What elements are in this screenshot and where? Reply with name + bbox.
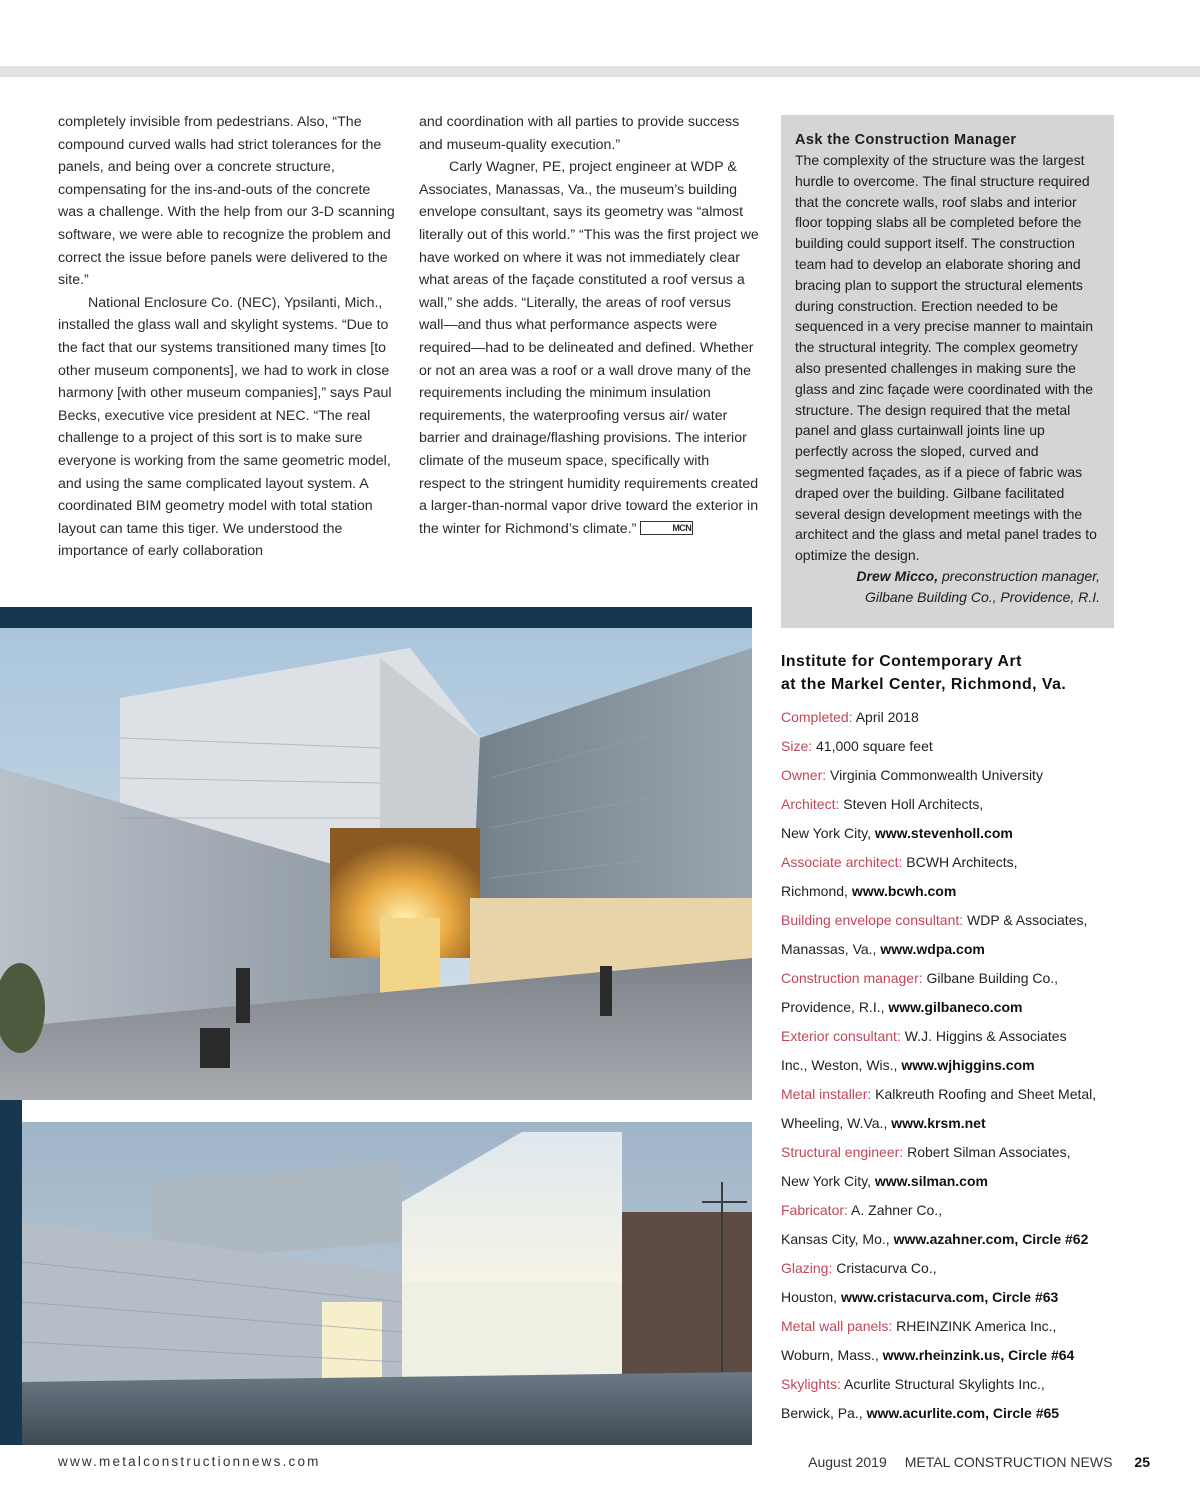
credit-label: Skylights: xyxy=(781,1376,841,1392)
credit-text: WDP & Associates, xyxy=(963,912,1088,928)
credit-row xyxy=(781,1312,1181,1341)
credit-link: www.bcwh.com xyxy=(851,883,957,899)
signature-title: preconstruction manager, xyxy=(938,567,1100,584)
credit-label: Exterior consultant: xyxy=(781,1028,901,1044)
credit-text: Gilbane Building Co., xyxy=(922,970,1059,986)
credit-text: Acurlite Structural Skylights Inc., xyxy=(840,1376,1045,1392)
credit-text: Inc., Weston, Wis., xyxy=(781,1057,902,1073)
article-column-1 xyxy=(58,111,398,563)
credit-text: RHEINZINK America Inc., xyxy=(892,1318,1057,1334)
credit-row xyxy=(781,1109,1181,1138)
credit-row xyxy=(781,732,1181,761)
credit-link: www.azahner.com, Circle #62 xyxy=(893,1231,1089,1247)
project-credits xyxy=(781,703,1181,1428)
article-column-2 xyxy=(419,111,759,540)
credit-row xyxy=(781,906,1181,935)
project-info xyxy=(781,650,1181,1428)
sidebar-signature xyxy=(795,566,1100,587)
credit-link: www.gilbaneco.com xyxy=(888,999,1023,1015)
credit-text: Steven Holl Architects, xyxy=(839,796,984,812)
mcn-end-mark-icon: MCN xyxy=(640,521,693,535)
signature-company: Gilbane Building Co., Providence, R.I. xyxy=(864,588,1100,605)
article-paragraph xyxy=(419,156,759,540)
credit-text: Robert Silman Associates, xyxy=(903,1144,1071,1160)
credit-label: Fabricator: xyxy=(781,1202,848,1218)
footer-issue xyxy=(808,1454,1150,1470)
credit-row xyxy=(781,1022,1181,1051)
photo-museum-courtyard-dusk xyxy=(0,628,752,1100)
credit-row xyxy=(781,1341,1181,1370)
credit-row xyxy=(781,761,1181,790)
credit-row xyxy=(781,1225,1181,1254)
credit-text: Woburn, Mass., xyxy=(781,1347,883,1363)
credit-label: Building envelope consultant: xyxy=(781,912,964,928)
credit-text: Wheeling, W.Va., xyxy=(781,1115,892,1131)
credit-text: BCWH Architects, xyxy=(902,854,1018,870)
credit-label: Architect: xyxy=(781,796,840,812)
credit-row xyxy=(781,1080,1181,1109)
footer-date: August 2019 xyxy=(808,1454,887,1470)
credit-row xyxy=(781,1399,1181,1428)
sidebar-body: The complexity of the structure was the largest hurdle to overcome. The final structure required that the concrete walls, roof slabs and interior floor topping slabs all be completed before the building could support itself. The construction team had to develop an elaborate shoring and bracing plan to support the structural elements during construction. Erection needed to be sequenced in a very precise manner to maintain the structural integrity. The complex geometry also presented challenges in making sure the glass and zinc façade were coordinated with the structure. The design required that the metal panel and glass curtainwall joints line up perfectly across the sloped, curved and segmented façades, as if a piece of fabric was draped over the building. Gilbane facilitated several design development meetings with the architect and the glass and metal panel trades to optimize the design. xyxy=(795,152,1097,564)
article-paragraph: and coordination with all parties to provide success and museum-quality execution.” xyxy=(419,114,740,153)
credit-text: W.J. Higgins & Associates xyxy=(900,1028,1067,1044)
credit-label: Metal installer: xyxy=(781,1086,872,1102)
credit-row xyxy=(781,993,1181,1022)
credit-row xyxy=(781,1138,1181,1167)
credit-row xyxy=(781,848,1181,877)
credit-row xyxy=(781,877,1181,906)
credit-label: Metal wall panels: xyxy=(781,1318,893,1334)
credit-label: Glazing: xyxy=(781,1260,833,1276)
credit-row xyxy=(781,1370,1181,1399)
photo-frame xyxy=(0,1100,22,1445)
credit-link: www.silman.com xyxy=(874,1173,988,1189)
photo-museum-reflecting-pool xyxy=(22,1122,752,1445)
credit-text: Virginia Commonwealth University xyxy=(826,767,1043,783)
credit-row xyxy=(781,1254,1181,1283)
credit-link: www.wdpa.com xyxy=(880,941,985,957)
credit-text: Kansas City, Mo., xyxy=(781,1231,894,1247)
credit-text: New York City, xyxy=(781,1173,875,1189)
credit-text: Cristacurva Co., xyxy=(832,1260,937,1276)
footer-website: www.metalconstructionnews.com xyxy=(58,1454,321,1469)
credit-label: Associate architect: xyxy=(781,854,903,870)
credit-text: Richmond, xyxy=(781,883,852,899)
credit-row xyxy=(781,935,1181,964)
project-title-line: at the Markel Center, Richmond, Va. xyxy=(781,676,1067,693)
credit-text: April 2018 xyxy=(852,709,919,725)
credit-link: www.krsm.net xyxy=(891,1115,986,1131)
sidebar-ask-construction-manager xyxy=(781,115,1114,628)
credit-row xyxy=(781,819,1181,848)
credit-text: A. Zahner Co., xyxy=(847,1202,943,1218)
credit-link: www.cristacurva.com, Circle #63 xyxy=(840,1289,1059,1305)
signature-name: Drew Micco, xyxy=(856,567,939,584)
credit-text: Kalkreuth Roofing and Sheet Metal, xyxy=(871,1086,1097,1102)
credit-text: Providence, R.I., xyxy=(781,999,889,1015)
credit-text: Berwick, Pa., xyxy=(781,1405,867,1421)
credit-label: Structural engineer: xyxy=(781,1144,904,1160)
credit-text: New York City, xyxy=(781,825,875,841)
article-paragraph: National Enclosure Co. (NEC), Ypsilanti, Mich., installed the glass wall and skylight systems. “Due to the fact that our systems transitioned many times [to other museum components], we had to work in close harmony [with other museum companies],” says Paul Becks, executive vice president at NEC. “The real challenge to a project of this sort is to make sure everyone is working from the same geometric model, and using the same complicated layout system. A coordinated BIM geometry model with total station layout can tame this tiger. We understood the importance of early collaboration xyxy=(58,294,392,560)
credit-label: Owner: xyxy=(781,767,827,783)
credit-link: www.stevenholl.com xyxy=(874,825,1013,841)
credit-link: www.acurlite.com, Circle #65 xyxy=(866,1405,1060,1421)
credit-row xyxy=(781,790,1181,819)
credit-link: www.rheinzink.us, Circle #64 xyxy=(882,1347,1075,1363)
page-number: 25 xyxy=(1134,1454,1150,1470)
article-paragraph-text: Carly Wagner, PE, project engineer at WDP & Associates, Manassas, Va., the museum’s building envelope consultant, says its geometry was “almost literally out of this world.” “This was the first project we have worked on where it was not immediately clear what areas of the façade constituted a roof versus a wall,” she adds. “Literally, the areas of roof versus wall—and thus what performance aspects were required—had to be delineated and defined. Whether or not an area was a roof or a wall drove many of the requirements including the minimum insulation requirements, the waterproofing versus air/ water barrier and drainage/flashing provisions. The interior climate of the museum space, specifically with respect to the stringent humidity requirements created a larger-than-normal vapor drive toward the exterior in the winter for Richmond’s climate.” xyxy=(419,159,759,537)
credit-row xyxy=(781,703,1181,732)
project-title xyxy=(781,650,1181,696)
credit-row xyxy=(781,1196,1181,1225)
credit-row xyxy=(781,1167,1181,1196)
sidebar-title: Ask the Construction Manager xyxy=(795,132,1017,148)
article-paragraph: completely invisible from pedestrians. Also, “The compound curved walls had strict tolerances for the panels, and being over a concrete structure, compensating for the ins-and-outs of the concrete was a challenge. With the help from our 3-D scanning software, we were able to recognize the problem and correct the issue before panels were delivered to the site.” xyxy=(58,114,395,289)
credit-text: Manassas, Va., xyxy=(781,941,881,957)
credit-label: Completed: xyxy=(781,709,853,725)
credit-row xyxy=(781,964,1181,993)
credit-label: Size: xyxy=(781,738,813,754)
credit-label: Construction manager: xyxy=(781,970,923,986)
credit-link: www.wjhiggins.com xyxy=(901,1057,1035,1073)
project-title-line: Institute for Contemporary Art xyxy=(781,653,1022,670)
footer-magazine: METAL CONSTRUCTION NEWS xyxy=(904,1454,1113,1470)
top-bar xyxy=(0,66,1200,77)
credit-row xyxy=(781,1283,1181,1312)
credit-row xyxy=(781,1051,1181,1080)
credit-text: 41,000 square feet xyxy=(812,738,933,754)
credit-text: Houston, xyxy=(781,1289,841,1305)
